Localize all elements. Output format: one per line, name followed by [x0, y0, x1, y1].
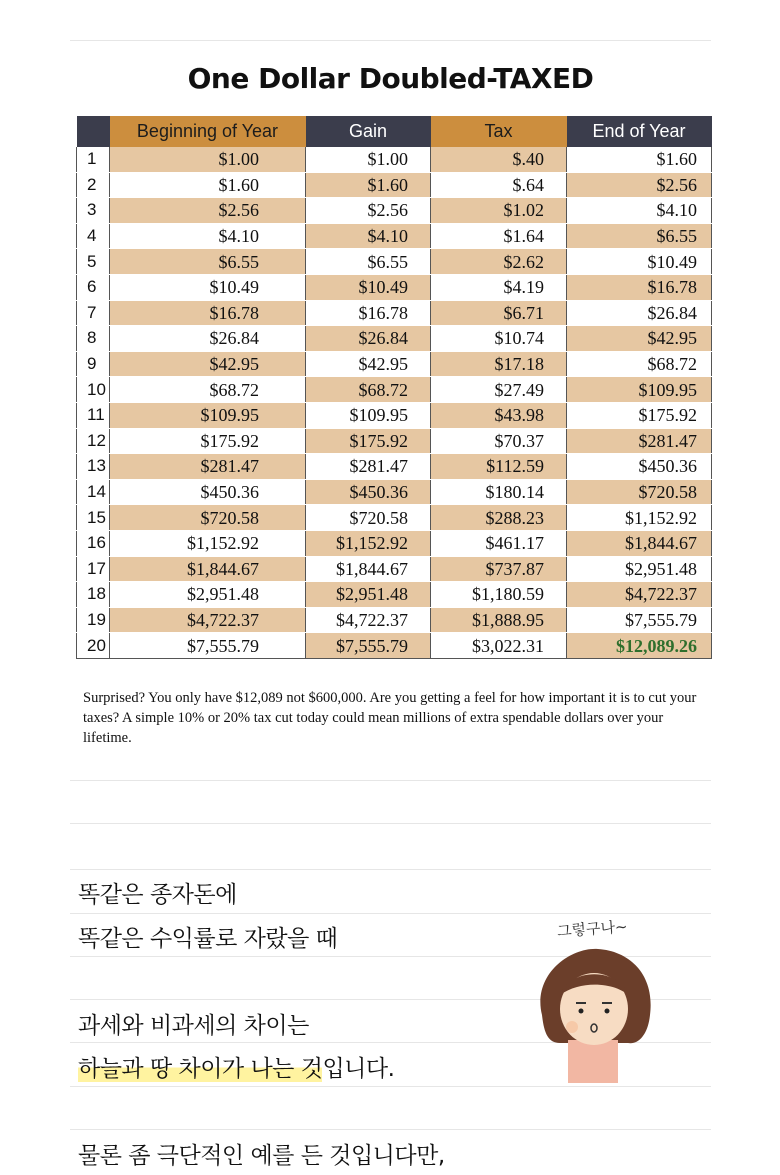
cell-year: 19 — [77, 607, 110, 633]
cell-tax: $.40 — [431, 147, 567, 172]
table-header-row — [77, 116, 712, 147]
cell-end: $720.58 — [567, 479, 712, 505]
cell-tax: $112.59 — [431, 454, 567, 480]
cell-begin: $720.58 — [110, 505, 306, 531]
cell-tax: $180.14 — [431, 479, 567, 505]
cell-year: 6 — [77, 274, 110, 300]
cell-year: 12 — [77, 428, 110, 454]
cell-year: 13 — [77, 454, 110, 480]
doodle-caption: 그렇구나~ — [556, 917, 629, 941]
cell-year: 16 — [77, 530, 110, 556]
table-row — [77, 351, 712, 377]
cell-end: $450.36 — [567, 454, 712, 480]
cell-gain: $4,722.37 — [306, 607, 431, 633]
table-row — [77, 479, 712, 505]
cell-begin: $450.36 — [110, 479, 306, 505]
cell-begin: $42.95 — [110, 351, 306, 377]
cell-begin: $16.78 — [110, 300, 306, 326]
cell-begin: $68.72 — [110, 377, 306, 403]
cell-begin: $1.00 — [110, 147, 306, 172]
divider — [70, 913, 711, 914]
cell-end: $4.10 — [567, 198, 712, 224]
table-row — [77, 249, 712, 275]
cell-end: $1,152.92 — [567, 505, 712, 531]
divider — [70, 1086, 711, 1087]
cell-year: 15 — [77, 505, 110, 531]
cell-year: 2 — [77, 172, 110, 198]
table-title: One Dollar Doubled-TAXED — [187, 62, 594, 95]
table-row — [77, 326, 712, 352]
cell-tax: $2.62 — [431, 249, 567, 275]
cell-begin: $1.60 — [110, 172, 306, 198]
cell-end: $175.92 — [567, 402, 712, 428]
korean-line-4-rest: 입니다. — [322, 1056, 395, 1082]
cell-year: 7 — [77, 300, 110, 326]
cell-begin: $10.49 — [110, 274, 306, 300]
cell-gain: $10.49 — [306, 274, 431, 300]
cell-tax: $10.74 — [431, 326, 567, 352]
tax-table — [76, 116, 712, 659]
table-row — [77, 300, 712, 326]
cell-tax: $17.18 — [431, 351, 567, 377]
table-row — [77, 223, 712, 249]
korean-line-5: 물론 좀 극단적인 예를 든 것입니다만, — [78, 1143, 445, 1169]
cell-begin: $2,951.48 — [110, 582, 306, 608]
header-end: End of Year — [567, 116, 712, 147]
cell-year: 3 — [77, 198, 110, 224]
header-tax: Tax — [431, 116, 567, 147]
cell-end: $109.95 — [567, 377, 712, 403]
cell-end: $1,844.67 — [567, 530, 712, 556]
table-row — [77, 530, 712, 556]
divider-top — [70, 40, 711, 41]
cell-end: $1.60 — [567, 147, 712, 172]
highlighted-phrase: 하늘과 땅 차이가 나는 것 — [78, 1056, 323, 1082]
korean-line-3: 과세와 비과세의 차이는 — [78, 1013, 309, 1039]
cell-tax: $1.64 — [431, 223, 567, 249]
cell-gain: $2,951.48 — [306, 582, 431, 608]
explanation-note: Surprised? You only have $12,089 not $600,000. Are you getting a feel for how important it is to cut your taxes? A simple 10% or 20% tax cut today could mean millions of extra spendable dollars over your lifetime. — [83, 690, 697, 746]
cell-gain: $68.72 — [306, 377, 431, 403]
cell-end: $2,951.48 — [567, 556, 712, 582]
divider — [70, 780, 711, 781]
cell-gain: $16.78 — [306, 300, 431, 326]
cell-gain: $720.58 — [306, 505, 431, 531]
cell-tax: $288.23 — [431, 505, 567, 531]
cell-begin: $281.47 — [110, 454, 306, 480]
header-corner — [77, 116, 110, 147]
header-beginning: Beginning of Year — [110, 116, 306, 147]
girl-doodle-icon — [530, 945, 660, 1085]
cell-year: 8 — [77, 326, 110, 352]
cell-year: 9 — [77, 351, 110, 377]
cell-year: 14 — [77, 479, 110, 505]
cell-gain: $1.60 — [306, 172, 431, 198]
cell-year: 18 — [77, 582, 110, 608]
cell-tax: $.64 — [431, 172, 567, 198]
korean-line-4 — [78, 1050, 394, 1083]
cell-year: 5 — [77, 249, 110, 275]
cell-year: 20 — [77, 633, 110, 659]
cell-begin: $7,555.79 — [110, 633, 306, 659]
cell-begin: $6.55 — [110, 249, 306, 275]
cell-tax: $1,180.59 — [431, 582, 567, 608]
table-row — [77, 147, 712, 172]
header-gain: Gain — [306, 116, 431, 147]
divider — [70, 869, 711, 870]
table-row — [77, 274, 712, 300]
cell-tax: $70.37 — [431, 428, 567, 454]
cell-end: $16.78 — [567, 274, 712, 300]
divider — [70, 1129, 711, 1130]
table-row — [77, 454, 712, 480]
korean-line-1: 똑같은 종자돈에 — [78, 882, 237, 908]
cell-end: $68.72 — [567, 351, 712, 377]
cell-gain: $109.95 — [306, 402, 431, 428]
cell-year: 17 — [77, 556, 110, 582]
cell-tax: $27.49 — [431, 377, 567, 403]
divider — [70, 823, 711, 824]
table-row — [77, 582, 712, 608]
cell-tax: $3,022.31 — [431, 633, 567, 659]
cell-tax: $1.02 — [431, 198, 567, 224]
cell-begin: $175.92 — [110, 428, 306, 454]
cell-end: $42.95 — [567, 326, 712, 352]
cell-begin: $4.10 — [110, 223, 306, 249]
table-row — [77, 633, 712, 659]
cell-tax: $737.87 — [431, 556, 567, 582]
table-row — [77, 428, 712, 454]
cell-end: $2.56 — [567, 172, 712, 198]
cell-year: 11 — [77, 402, 110, 428]
cell-end: $281.47 — [567, 428, 712, 454]
korean-line-2: 똑같은 수익률로 자랐을 때 — [78, 926, 338, 952]
cell-gain: $1,844.67 — [306, 556, 431, 582]
cell-begin: $4,722.37 — [110, 607, 306, 633]
table-row — [77, 172, 712, 198]
cell-tax: $4.19 — [431, 274, 567, 300]
cell-begin: $1,152.92 — [110, 530, 306, 556]
cell-begin: $26.84 — [110, 326, 306, 352]
cell-begin: $1,844.67 — [110, 556, 306, 582]
cell-gain: $2.56 — [306, 198, 431, 224]
cell-end: $10.49 — [567, 249, 712, 275]
cell-tax: $6.71 — [431, 300, 567, 326]
table-row — [77, 607, 712, 633]
cell-gain: $450.36 — [306, 479, 431, 505]
cell-begin: $2.56 — [110, 198, 306, 224]
cell-end: $26.84 — [567, 300, 712, 326]
cell-tax: $43.98 — [431, 402, 567, 428]
cell-year: 10 — [77, 377, 110, 403]
cell-year: 4 — [77, 223, 110, 249]
cell-tax: $1,888.95 — [431, 607, 567, 633]
cell-gain: $6.55 — [306, 249, 431, 275]
cell-gain: $1,152.92 — [306, 530, 431, 556]
cell-end: $12,089.26 — [567, 633, 712, 659]
cell-gain: $4.10 — [306, 223, 431, 249]
table-row — [77, 505, 712, 531]
cell-gain: $1.00 — [306, 147, 431, 172]
table-row — [77, 556, 712, 582]
table-row — [77, 198, 712, 224]
cell-end: $7,555.79 — [567, 607, 712, 633]
cell-gain: $7,555.79 — [306, 633, 431, 659]
cell-begin: $109.95 — [110, 402, 306, 428]
cell-gain: $42.95 — [306, 351, 431, 377]
cell-end: $4,722.37 — [567, 582, 712, 608]
cell-gain: $175.92 — [306, 428, 431, 454]
cell-tax: $461.17 — [431, 530, 567, 556]
cell-gain: $281.47 — [306, 454, 431, 480]
cell-year: 1 — [77, 147, 110, 172]
cell-end: $6.55 — [567, 223, 712, 249]
table-row — [77, 402, 712, 428]
table-row — [77, 377, 712, 403]
cell-gain: $26.84 — [306, 326, 431, 352]
